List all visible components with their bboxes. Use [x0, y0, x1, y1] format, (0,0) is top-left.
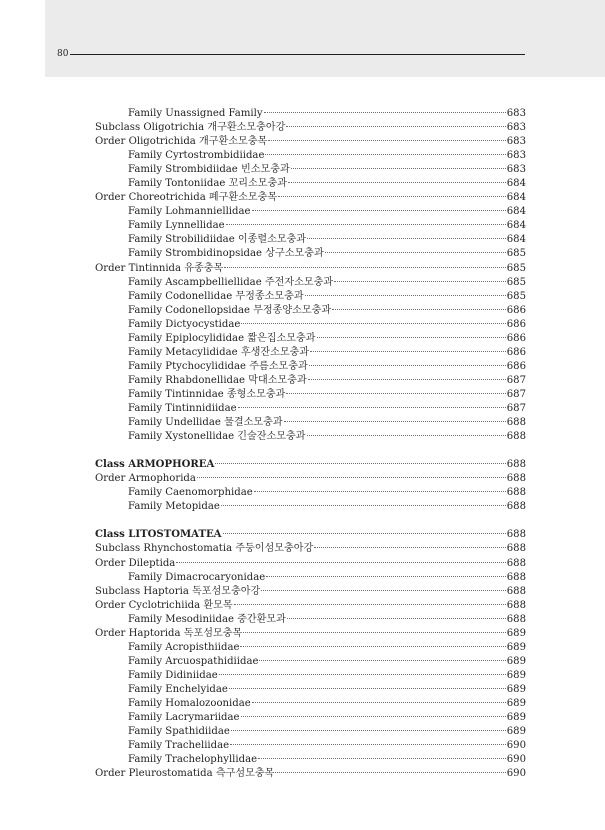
toc-entry [95, 571, 526, 585]
toc-entry [95, 486, 526, 500]
toc-entry-label: Family Enchelyidae [128, 683, 228, 695]
toc-spacer [95, 514, 526, 528]
toc-entry-label: Family Epiplocylididae 짧은집소모충과 [128, 332, 316, 344]
toc-entry-page: 688 [506, 613, 526, 625]
toc-entry-label: Family Tontoniidae 꼬리소모충과 [128, 178, 288, 190]
toc-dot-leader [231, 730, 506, 731]
toc-entry-page: 683 [506, 150, 526, 162]
toc-entry [95, 318, 526, 332]
toc-dot-leader [275, 772, 505, 773]
table-of-contents [95, 107, 526, 781]
toc-entry-label: Family Lohmanniellidae [128, 206, 251, 218]
toc-dot-leader [309, 365, 506, 366]
toc-entry-label: Family Didiniidae [128, 669, 218, 681]
toc-entry-label: Order Armophorida [95, 473, 196, 485]
toc-entry-label: Family Rhabdonellidae 막대소모충과 [128, 374, 307, 386]
toc-entry [95, 191, 526, 205]
toc-entry-label: Family Xystonellidae 긴술잔소모충과 [128, 431, 306, 443]
toc-entry [95, 528, 526, 542]
toc-entry [95, 500, 526, 514]
toc-entry-page: 689 [506, 726, 526, 738]
toc-entry [95, 177, 526, 191]
toc-entry-label: Family Undellidae 물결소모충과 [128, 417, 283, 429]
toc-dot-leader [258, 758, 506, 759]
toc-entry [95, 205, 526, 219]
toc-entry [95, 599, 526, 613]
toc-dot-leader [264, 112, 506, 113]
toc-entry-page: 688 [506, 585, 526, 597]
toc-dot-leader [286, 126, 505, 127]
toc-entry-page: 685 [506, 248, 526, 260]
toc-entry-label: Family Acropisthiidae [128, 641, 240, 653]
toc-entry-label: Family Trachelophyllidae [128, 754, 258, 766]
toc-entry-page: 683 [506, 108, 526, 119]
toc-entry-page: 688 [506, 571, 526, 583]
toc-entry-label: Family Cyrtostrombidiidae [128, 150, 265, 162]
toc-entry [95, 402, 526, 416]
toc-entry-label: Subclass Rhynchostomatia 주둥이섬모충아강 [95, 543, 314, 555]
toc-dot-leader [238, 407, 506, 408]
toc-entry-label: Family Lacrymariidae [128, 712, 240, 724]
toc-entry-page: 686 [506, 318, 526, 330]
toc-entry-page: 688 [506, 501, 526, 513]
toc-entry-label: Order Haptorida 독포섬모충목 [95, 627, 243, 639]
toc-dot-leader [224, 267, 505, 268]
toc-entry-label: Order Pleurostomatida 측구섬모충목 [95, 768, 275, 780]
toc-entry-page: 687 [506, 374, 526, 386]
toc-entry-page: 689 [506, 697, 526, 709]
toc-dot-leader [325, 252, 506, 253]
toc-dot-leader [305, 295, 506, 296]
toc-entry-label: Class ARMOPHOREA [95, 459, 215, 471]
toc-dot-leader [221, 505, 506, 506]
toc-entry-page: 689 [506, 627, 526, 639]
toc-dot-leader [307, 435, 506, 436]
toc-dot-leader [286, 393, 505, 394]
toc-entry-label: Family Metacylididae 후생잔소모충과 [128, 346, 310, 358]
toc-entry-page: 684 [506, 220, 526, 232]
toc-dot-leader [252, 210, 506, 211]
toc-dot-leader [265, 154, 505, 155]
toc-entry [95, 290, 526, 304]
toc-entry-page: 688 [506, 529, 526, 541]
toc-entry-page: 689 [506, 683, 526, 695]
toc-entry-label: Subclass Oligotrichia 개구환소모충아강 [95, 122, 286, 134]
toc-entry [95, 697, 526, 711]
header-rule [70, 54, 525, 55]
toc-entry-label: Family Spathidiidae [128, 726, 230, 738]
toc-entry-page: 685 [506, 262, 526, 274]
toc-dot-leader [176, 562, 505, 563]
toc-entry [95, 767, 526, 781]
toc-entry-page: 688 [506, 417, 526, 429]
toc-spacer [95, 444, 526, 458]
toc-dot-leader [259, 660, 505, 661]
toc-entry-page: 686 [506, 304, 526, 316]
toc-entry-page: 687 [506, 402, 526, 414]
toc-entry-label: Family Codonellidae 무정종소모충과 [128, 290, 304, 302]
toc-entry [95, 346, 526, 360]
toc-dot-leader [287, 618, 506, 619]
toc-entry-page: 689 [506, 655, 526, 667]
toc-entry-label: Family Unassigned Family [128, 108, 263, 119]
toc-entry-label: Family Tracheliidae [128, 740, 230, 752]
toc-dot-leader [266, 576, 506, 577]
toc-entry-page: 690 [506, 740, 526, 752]
toc-entry-label: Family Strobilidiidae 이종렬소모충과 [128, 234, 307, 246]
toc-dot-leader [261, 590, 505, 591]
toc-entry [95, 739, 526, 753]
toc-entry-label: Order Cyclotrichiida 환모목 [95, 599, 233, 611]
toc-entry-label: Family Dimacrocaryonidae [128, 571, 266, 583]
toc-dot-leader [243, 632, 505, 633]
toc-entry-label: Family Tintinnidiidae [128, 402, 237, 414]
toc-dot-leader [314, 547, 505, 548]
toc-entry-page: 688 [506, 431, 526, 443]
toc-entry-label: Family Strombidinopsidae 상구소모충과 [128, 248, 324, 260]
toc-entry [95, 669, 526, 683]
toc-entry [95, 149, 526, 163]
toc-dot-leader [284, 421, 506, 422]
toc-entry [95, 276, 526, 290]
toc-entry-label: Subclass Haptoria 독포섬모충아강 [95, 585, 261, 597]
toc-dot-leader [310, 351, 506, 352]
toc-entry [95, 219, 526, 233]
toc-entry-page: 688 [506, 473, 526, 485]
toc-entry-label: Family Mesodiniidae 중간환모과 [128, 613, 286, 625]
toc-entry [95, 304, 526, 318]
toc-entry [95, 262, 526, 276]
toc-entry-page: 683 [506, 164, 526, 176]
toc-entry [95, 472, 526, 486]
toc-dot-leader [252, 702, 506, 703]
page-header-band [45, 0, 605, 77]
toc-dot-leader [241, 323, 505, 324]
toc-entry-label: Order Tintinnida 유종충목 [95, 262, 224, 274]
toc-entry-page: 686 [506, 346, 526, 358]
toc-entry-label: Family Codonellopsidae 무정종양소모충과 [128, 304, 332, 316]
toc-entry-page: 686 [506, 360, 526, 372]
toc-entry-page: 684 [506, 192, 526, 204]
toc-dot-leader [308, 379, 506, 380]
toc-dot-leader [241, 716, 506, 717]
toc-entry-page: 685 [506, 276, 526, 288]
toc-entry-label: Order Oligotrichida 개구환소모충목 [95, 136, 268, 148]
toc-dot-leader [219, 674, 506, 675]
toc-dot-leader [215, 463, 505, 464]
toc-entry-label: Order Choreotrichida 폐구환소모충목 [95, 192, 278, 204]
toc-entry-label: Family Tintinnidae 종형소모충과 [128, 388, 286, 400]
toc-entry-label: Family Dictyocystidae [128, 318, 241, 330]
toc-entry [95, 585, 526, 599]
toc-dot-leader [291, 168, 506, 169]
toc-entry-label: Family Arcuospathidiidae [128, 655, 259, 667]
toc-entry [95, 163, 526, 177]
toc-dot-leader [307, 238, 506, 239]
toc-entry-page: 688 [506, 557, 526, 569]
toc-entry-page: 688 [506, 487, 526, 499]
toc-dot-leader [278, 196, 506, 197]
toc-entry [95, 135, 526, 149]
toc-entry-page: 684 [506, 206, 526, 218]
toc-entry-label: Family Lynnellidae [128, 220, 225, 232]
toc-entry [95, 360, 526, 374]
toc-entry-page: 688 [506, 599, 526, 611]
toc-entry [95, 683, 526, 697]
toc-entry [95, 725, 526, 739]
toc-entry [95, 557, 526, 571]
toc-entry [95, 233, 526, 247]
toc-entry [95, 627, 526, 641]
toc-entry-label: Family Ascampbelliellidae 주전자소모충과 [128, 276, 334, 288]
toc-entry [95, 247, 526, 261]
toc-dot-leader [268, 140, 505, 141]
toc-entry-page: 689 [506, 669, 526, 681]
toc-entry-page: 685 [506, 290, 526, 302]
toc-entry-page: 684 [506, 178, 526, 190]
toc-entry [95, 107, 526, 121]
toc-entry-page: 687 [506, 388, 526, 400]
toc-entry [95, 711, 526, 725]
toc-entry-label: Class LITOSTOMATEA [95, 529, 222, 541]
toc-entry-page: 683 [506, 122, 526, 134]
toc-entry [95, 753, 526, 767]
toc-entry [95, 430, 526, 444]
toc-entry [95, 332, 526, 346]
toc-dot-leader [254, 491, 506, 492]
toc-entry [95, 655, 526, 669]
toc-entry-page: 690 [506, 768, 526, 780]
toc-dot-leader [240, 646, 505, 647]
toc-dot-leader [223, 533, 506, 534]
toc-dot-leader [234, 604, 506, 605]
toc-dot-leader [230, 744, 506, 745]
toc-dot-leader [226, 224, 506, 225]
toc-entry-page: 689 [506, 641, 526, 653]
toc-entry-label: Family Strombidiidae 빈소모충과 [128, 164, 290, 176]
toc-entry [95, 542, 526, 556]
page-number: 80 [57, 49, 69, 59]
toc-entry-page: 688 [506, 459, 526, 471]
toc-dot-leader [317, 337, 506, 338]
toc-dot-leader [288, 182, 506, 183]
toc-entry [95, 121, 526, 135]
toc-entry-page: 683 [506, 136, 526, 148]
toc-entry [95, 388, 526, 402]
toc-entry-page: 690 [506, 754, 526, 766]
toc-entry [95, 458, 526, 472]
toc-entry-page: 689 [506, 712, 526, 724]
toc-entry [95, 374, 526, 388]
toc-entry-label: Family Caenomorphidae [128, 487, 253, 499]
toc-dot-leader [334, 281, 506, 282]
toc-entry-label: Order Dileptida [95, 557, 176, 569]
toc-entry-page: 684 [506, 234, 526, 246]
toc-dot-leader [229, 688, 506, 689]
toc-dot-leader [197, 477, 506, 478]
toc-entry-label: Family Metopidae [128, 501, 220, 513]
toc-dot-leader [332, 309, 506, 310]
toc-entry [95, 641, 526, 655]
toc-entry-page: 686 [506, 332, 526, 344]
toc-entry [95, 416, 526, 430]
toc-entry-label: Family Ptychocylididae 주름소모충과 [128, 360, 308, 372]
toc-entry-page: 688 [506, 543, 526, 555]
toc-entry-label: Family Homalozoonidae [128, 697, 251, 709]
toc-entry [95, 613, 526, 627]
